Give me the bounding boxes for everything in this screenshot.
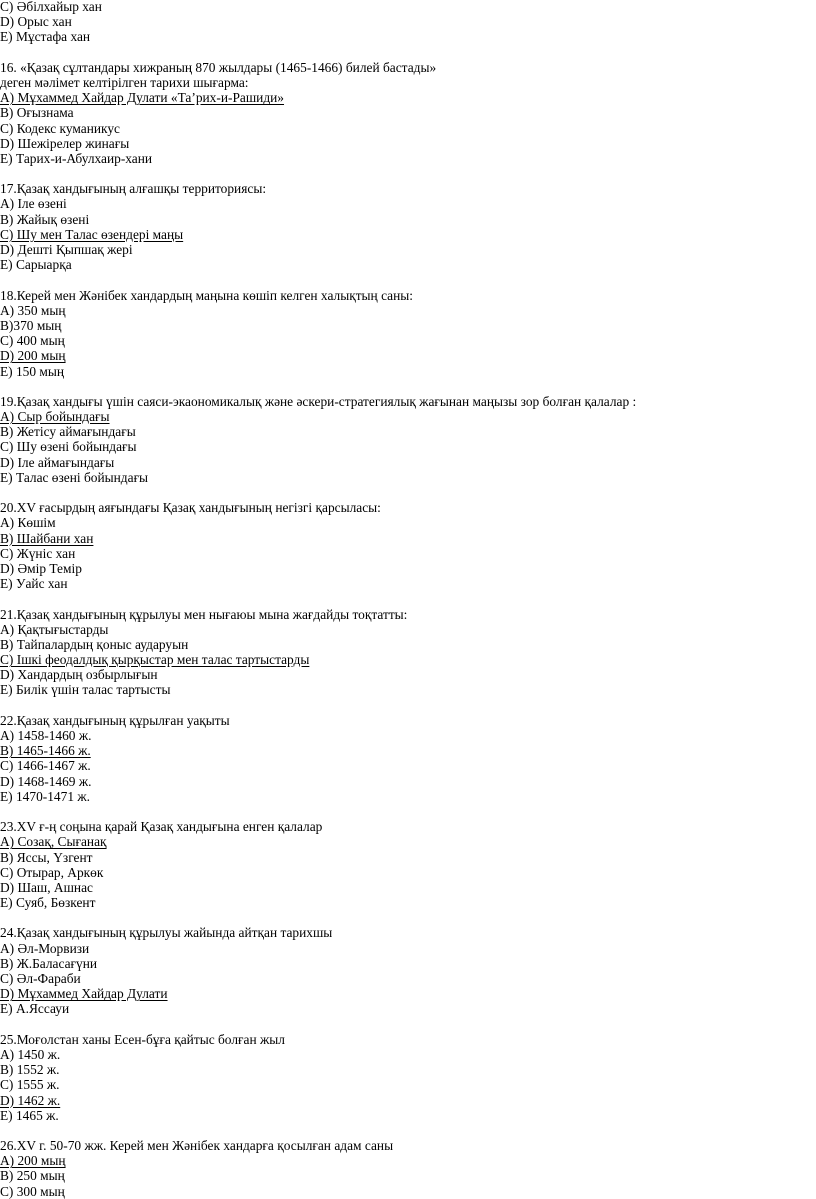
answer-option: А) Іле өзені — [0, 196, 67, 212]
question-text: 17.Қазақ хандығының алғашқы территориясы: — [0, 181, 267, 197]
answer-option: В) Оғызнама — [0, 105, 74, 121]
answer-option: С) 1555 ж. — [0, 1077, 60, 1093]
question-block — [0, 1032, 816, 1123]
question-text: 25.Моғолстан ханы Есен-бұға қайтыс болған жыл — [0, 1031, 285, 1047]
paragraph-gap — [0, 45, 816, 60]
answer-option-correct: В) 1465-1466 ж. — [0, 743, 91, 759]
answer-option: А) 1450 ж. — [0, 1046, 61, 1062]
answer-option-correct: А) Сыр бойындағы — [0, 409, 110, 425]
answer-option: D) Әмір Темір — [0, 560, 82, 576]
question-text: 22.Қазақ хандығының құрылған уақыты — [0, 712, 230, 728]
answer-option-correct: А) 200 мың — [0, 1153, 66, 1169]
answer-option: В) Яссы, Үзгент — [0, 849, 93, 865]
question-tail — [0, 0, 816, 45]
question-block — [0, 819, 816, 910]
answer-option: Е) Тарих-и-Абулхаир-хани — [0, 150, 153, 166]
answer-option: Е) Сарыарқа — [0, 257, 72, 273]
answer-option: D) Шежірелер жинағы — [0, 135, 130, 151]
answer-option: А) Көшім — [0, 515, 56, 531]
answer-option: С) Отырар, Аркөк — [0, 864, 104, 880]
answer-option: С) Жүніс хан — [0, 545, 76, 561]
answer-option: С) 1466-1467 ж. — [0, 758, 91, 774]
answer-option: D) 1468-1469 ж. — [0, 773, 92, 789]
question-block — [0, 607, 816, 698]
paragraph-gap — [0, 698, 816, 713]
answer-option: D) Орыс хан — [0, 14, 72, 30]
answer-option-correct: D) Мұхаммед Хайдар Дулати — [0, 986, 168, 1002]
answer-option-correct: D) 200 мың — [0, 348, 66, 364]
paragraph-gap — [0, 910, 816, 925]
answer-option: Е) Билік үшін талас тартысты — [0, 682, 171, 698]
paragraph-gap — [0, 379, 816, 394]
question-text: 20.ХV ғасырдың аяғындағы Қазақ хандығының негізгі қарсыласы: — [0, 500, 381, 516]
question-text: 18.Керей мен Жәнібек хандардың маңына көшіп келген халықтың саны: — [0, 287, 413, 303]
question-text: 23.XV ғ-ң соңына қарай Қазақ хандығына енген қалалар — [0, 819, 323, 835]
answer-option: А) 350 мың — [0, 302, 66, 318]
question-text: 19.Қазақ хандығы үшін саяси-экаономикалық және әскери-стратегиялық жағынан маңызы зор болған қалалар : — [0, 393, 637, 409]
question-block — [0, 60, 816, 166]
paragraph-gap — [0, 272, 816, 287]
answer-option: Е) Суяб, Бөзкент — [0, 895, 96, 911]
answer-option-correct: А) Созақ, Сығанақ — [0, 834, 107, 850]
paragraph-gap — [0, 1123, 816, 1138]
question-text: 21.Қазақ хандығының құрылуы мен нығаюы мына жағдайды тоқтатты: — [0, 606, 408, 622]
answer-option: Е) А.Яссауи — [0, 1001, 70, 1017]
question-block — [0, 713, 816, 804]
answer-option-correct: В) Шайбани хан — [0, 530, 94, 546]
answer-option: D) Дешті Қыпшақ жері — [0, 242, 133, 257]
answer-option-correct: А) Мұхаммед Хайдар Дулати «Та’рих-и-Рашиди» — [0, 90, 285, 106]
question-block — [0, 1138, 816, 1199]
answer-option: С) 400 мың — [0, 333, 65, 349]
answer-option: С) Әл-Фараби — [0, 971, 81, 986]
question-block — [0, 500, 816, 591]
question-text: 24.Қазақ хандығының құрылуы жайында айтқан тарихшы — [0, 925, 333, 941]
answer-option: Е) Мұстафа хан — [0, 29, 91, 45]
answer-option: А) 1458-1460 ж. — [0, 728, 92, 743]
answer-option: Е) Уайс хан — [0, 576, 68, 592]
answer-option-correct: С) Ішкі феодалдық қырқыстар мен талас тартыстарды — [0, 652, 310, 668]
answer-option: В) Тайпалардың қоныс аударуын — [0, 636, 189, 652]
answer-option: В) Ж.Баласағүни — [0, 955, 98, 971]
question-block — [0, 394, 816, 485]
paragraph-gap — [0, 591, 816, 606]
question-block — [0, 288, 816, 379]
answer-option: Е) 1470-1471 ж. — [0, 788, 90, 804]
question-block — [0, 925, 816, 1016]
answer-option: D) Хандардың озбырлығын — [0, 667, 158, 683]
question-text: 26.XV г. 50-70 жж. Керей мен Жәнібек хандарға қосылған адам саны — [0, 1138, 394, 1154]
answer-option: С) Шу өзені бойындағы — [0, 439, 137, 455]
answer-option: В)370 мың — [0, 317, 62, 333]
answer-option: В) Жайық өзені — [0, 211, 90, 227]
answer-option: В) 250 мың — [0, 1168, 65, 1184]
answer-option-correct: D) 1462 ж. — [0, 1092, 61, 1108]
paragraph-gap — [0, 485, 816, 500]
answer-option: D) Шаш, Ашнас — [0, 879, 93, 895]
answer-option: Е) Талас өзені бойындағы — [0, 469, 149, 485]
paragraph-gap — [0, 166, 816, 181]
answer-option: Е) 150 мың — [0, 363, 65, 379]
answer-option: А) Қақтығыстарды — [0, 621, 109, 637]
answer-option: Е) 1465 ж. — [0, 1107, 59, 1123]
paragraph-gap — [0, 1017, 816, 1032]
answer-option-correct: С) Шу мен Талас өзендері маңы — [0, 226, 184, 242]
paragraph-gap — [0, 804, 816, 819]
answer-option: D) Іле аймағындағы — [0, 454, 115, 470]
answer-option: С) Әбілхайыр хан — [0, 0, 102, 14]
question-block — [0, 181, 816, 272]
question-text: 16. «Қазақ сұлтандары хижраның 870 жылдары (1465-1466) билей бастады» — [0, 59, 437, 75]
answer-option: В) 1552 ж. — [0, 1062, 60, 1078]
question-text: деген мәлімет келтірілген тарихи шығарма: — [0, 74, 249, 90]
answer-option: В) Жетісу аймағындағы — [0, 424, 136, 440]
answer-option: С) Кодекс куманикус — [0, 120, 120, 136]
answer-option: А) Әл-Морвизи — [0, 940, 90, 956]
answer-option: С) 300 мың — [0, 1183, 65, 1199]
